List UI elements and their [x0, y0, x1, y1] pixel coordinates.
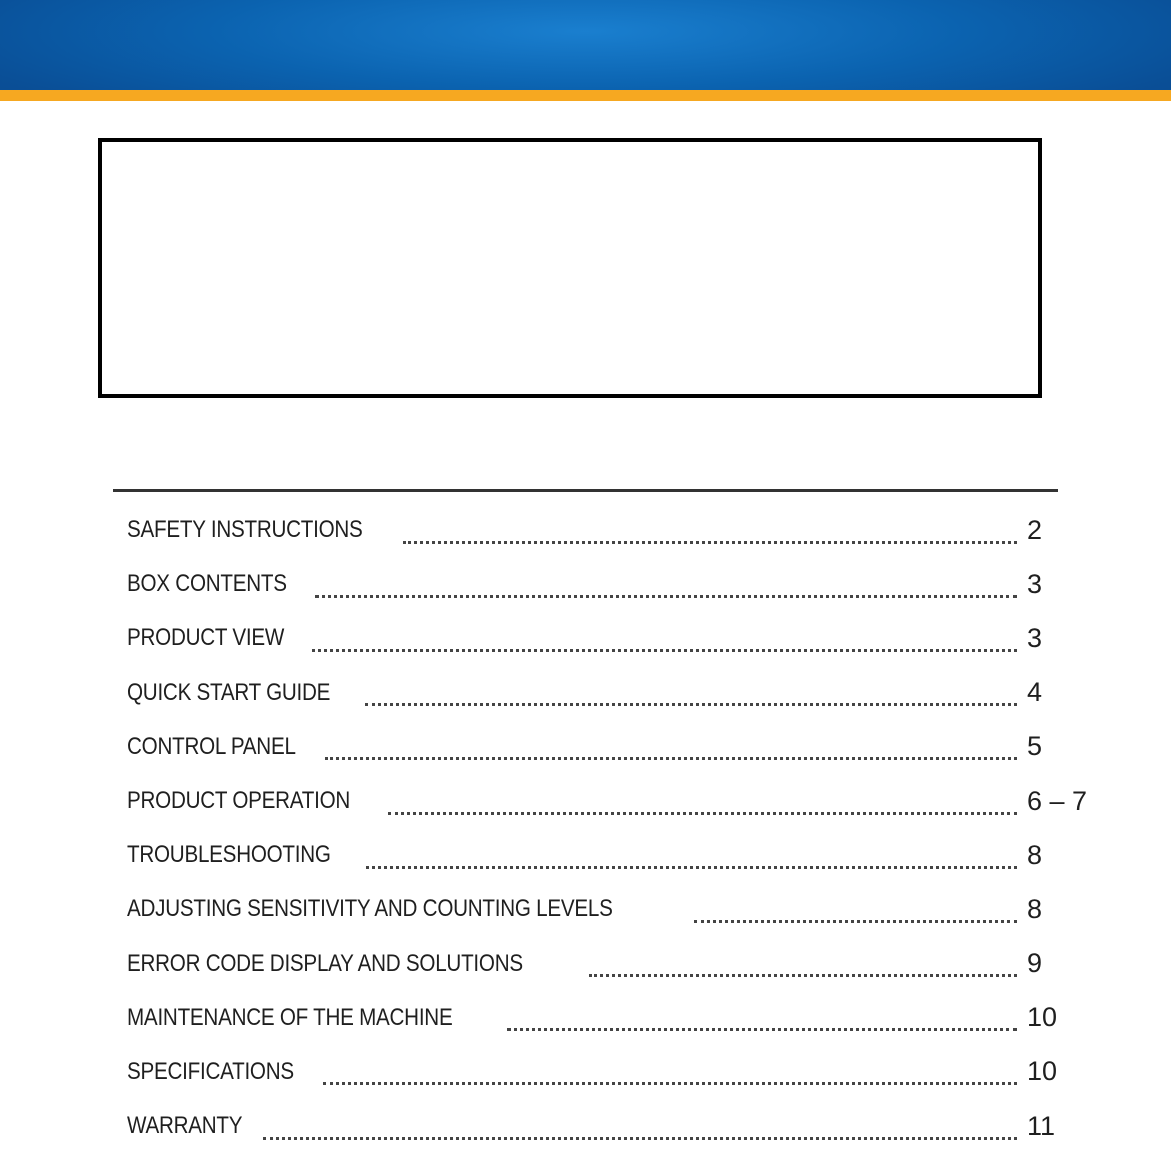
toc-entry-page: 8	[1027, 839, 1043, 870]
header-band	[0, 0, 1171, 90]
toc-entry-error-code-display[interactable]	[127, 937, 1087, 991]
toc-dot-leader	[403, 521, 1017, 544]
toc-entry-product-view[interactable]	[127, 611, 1087, 665]
toc-dot-leader	[694, 900, 1017, 923]
empty-frame-box	[98, 138, 1042, 398]
toc-entry-page: 10	[1027, 1002, 1058, 1033]
toc-entry-quick-start-guide[interactable]	[127, 666, 1087, 720]
toc-entry-title: TROUBLESHOOTING	[127, 841, 331, 869]
toc-entry-page: 11	[1027, 1110, 1056, 1141]
toc-entry-title: ERROR CODE DISPLAY AND SOLUTIONS	[127, 949, 523, 977]
header-accent-stripe	[0, 90, 1171, 101]
toc-entry-page: 3	[1027, 568, 1043, 599]
toc-entry-box-contents[interactable]	[127, 557, 1087, 611]
toc-entry-title: SPECIFICATIONS	[127, 1057, 294, 1085]
toc-entry-adjusting-sensitivity[interactable]	[127, 882, 1087, 936]
toc-entry-specifications[interactable]	[127, 1045, 1087, 1099]
toc-entry-title: ADJUSTING SENSITIVITY AND COUNTING LEVELS	[127, 895, 613, 923]
toc-entry-safety-instructions[interactable]	[127, 503, 1087, 557]
toc-entry-control-panel[interactable]	[127, 720, 1087, 774]
toc-entry-page: 2	[1027, 514, 1043, 545]
toc-top-rule	[113, 489, 1058, 492]
toc-dot-leader	[263, 1117, 1017, 1140]
toc-entry-warranty[interactable]	[127, 1099, 1087, 1153]
toc-entry-maintenance[interactable]	[127, 991, 1087, 1045]
toc-entry-title: PRODUCT OPERATION	[127, 787, 351, 815]
toc-dot-leader	[325, 737, 1017, 760]
toc-entry-title: SAFETY INSTRUCTIONS	[127, 516, 363, 544]
toc-entry-title: MAINTENANCE OF THE MACHINE	[127, 1003, 453, 1031]
toc-entry-title: WARRANTY	[127, 1112, 243, 1140]
toc-entry-product-operation[interactable]	[127, 774, 1087, 828]
toc-dot-leader	[323, 1062, 1017, 1085]
toc-dot-leader	[365, 683, 1017, 706]
toc-entry-title: QUICK START GUIDE	[127, 678, 331, 706]
toc-entry-title: PRODUCT VIEW	[127, 624, 285, 652]
toc-dot-leader	[366, 846, 1017, 869]
toc-entry-page: 5	[1027, 731, 1043, 762]
table-of-contents	[127, 503, 1087, 1153]
toc-dot-leader	[315, 575, 1017, 598]
toc-entry-page: 6 – 7	[1027, 785, 1088, 816]
toc-entry-troubleshooting[interactable]	[127, 828, 1087, 882]
toc-dot-leader	[312, 629, 1017, 652]
toc-entry-page: 10	[1027, 1056, 1058, 1087]
toc-dot-leader	[589, 954, 1017, 977]
toc-entry-page: 4	[1027, 677, 1043, 708]
toc-dot-leader	[388, 792, 1017, 815]
toc-entry-page: 3	[1027, 622, 1043, 653]
toc-dot-leader	[507, 1008, 1017, 1031]
toc-entry-page: 9	[1027, 948, 1043, 979]
toc-entry-title: BOX CONTENTS	[127, 570, 287, 598]
toc-entry-page: 8	[1027, 893, 1043, 924]
toc-entry-title: CONTROL PANEL	[127, 732, 296, 760]
